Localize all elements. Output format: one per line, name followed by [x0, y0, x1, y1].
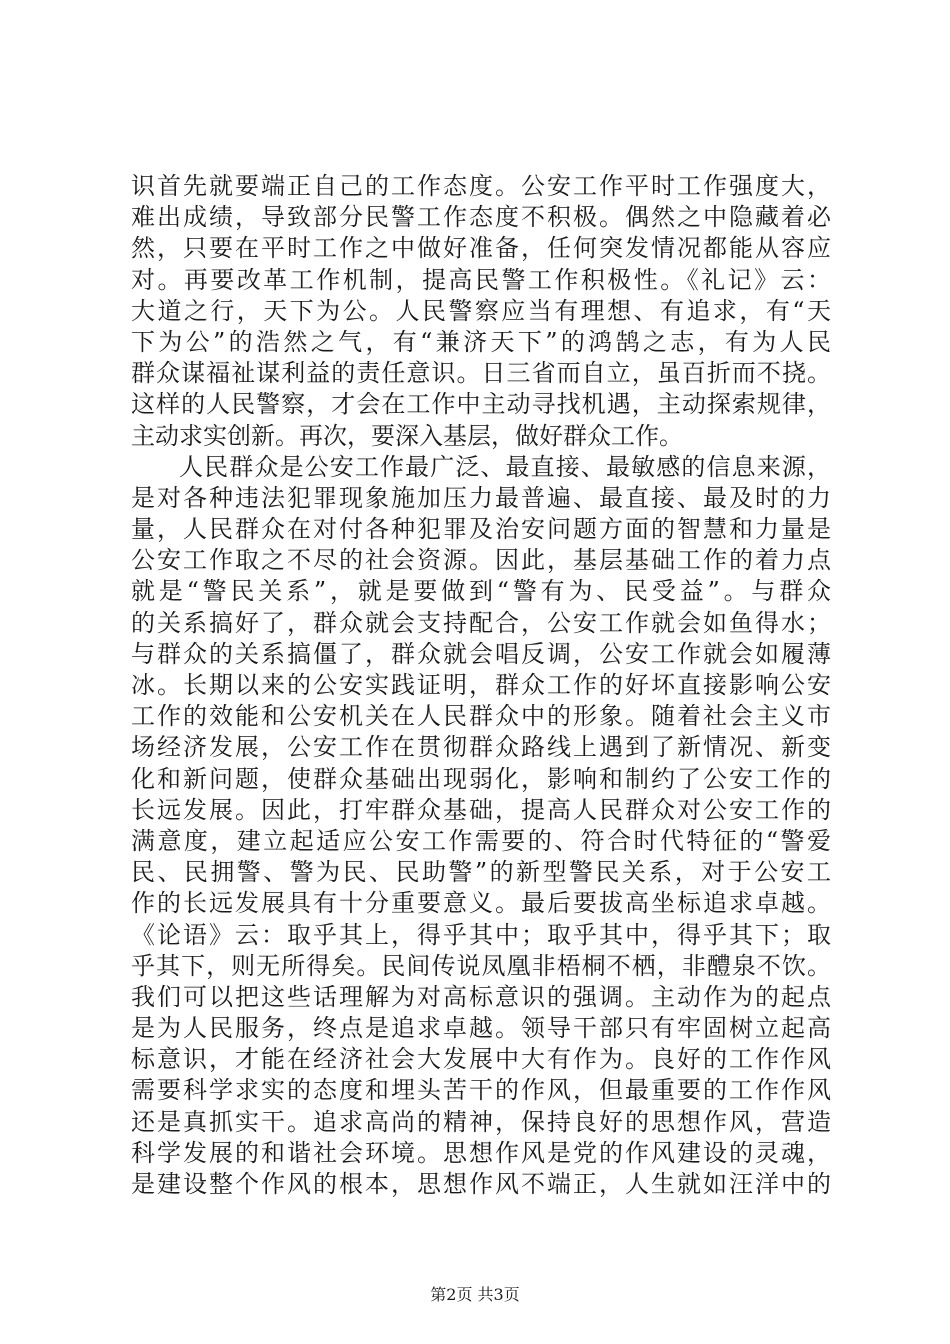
text-line: 然，只要在平时工作之中做好准备，任何突发情况都能从容应: [131, 234, 831, 263]
text-line: 主动求实创新。再次，要深入基层，做好群众工作。: [131, 421, 683, 450]
text-line: 的关系搞好了，群众就会支持配合，公安工作就会如鱼得水；: [131, 608, 831, 637]
text-line: 作的长远发展具有十分重要意义。最后要拔高坐标追求卓越。: [131, 889, 831, 918]
text-line: 还是真抓实干。追求高尚的精神，保持良好的思想作风，营造: [131, 1107, 831, 1136]
text-line: 民、民拥警、警为民、民助警”的新型警民关系，对于公安工: [131, 858, 831, 887]
text-line: 满意度，建立起适应公安工作需要的、符合时代特征的“警爱: [131, 826, 831, 855]
text-line: 对。再要改革工作机制，提高民警工作积极性。《礼记》云：: [131, 265, 831, 294]
text-line: 公安工作取之不尽的社会资源。因此，基层基础工作的着力点: [131, 546, 831, 575]
text-line: 长远发展。因此，打牢群众基础，提高人民群众对公安工作的: [131, 795, 831, 824]
text-line: 我们可以把这些话理解为对高标意识的强调。主动作为的起点: [131, 982, 831, 1011]
text-line: 是为人民服务，终点是追求卓越。领导干部只有牢固树立起高: [131, 1014, 831, 1043]
text-line: 是建设整个作风的根本，思想作风不端正，人生就如汪洋中的: [131, 1170, 831, 1198]
text-line: 是对各种违法犯罪现象施加压力最普遍、最直接、最及时的力: [131, 483, 831, 512]
text-line: 冰。长期以来的公安实践证明，群众工作的好坏直接影响公安: [131, 671, 831, 699]
text-line: 标意识，才能在经济社会大发展中大有作为。良好的工作作风: [131, 1045, 831, 1074]
text-line: 乎其下，则无所得矣。民间传说凤凰非梧桐不栖，非醴泉不饮。: [131, 951, 831, 980]
text-line: 化和新问题，使群众基础出现弱化，影响和制约了公安工作的: [131, 764, 831, 793]
text-line: 场经济发展，公安工作在贯彻群众路线上遇到了新情况、新变: [131, 733, 831, 762]
text-line: 量，人民群众在对付各种犯罪及治安问题方面的智慧和力量是: [131, 515, 831, 544]
text-line: 这样的人民警察，才会在工作中主动寻找机遇，主动探索规律，: [131, 390, 831, 419]
text-line: 群众谋福祉谋利益的责任意识。日三省而自立，虽百折而不挠。: [131, 359, 831, 388]
text-line: 大道之行，天下为公。人民警察应当有理想、有追求，有“天: [131, 296, 831, 325]
text-line: 科学发展的和谐社会环境。思想作风是党的作风建设的灵魂，: [131, 1138, 831, 1167]
text-line: 识首先就要端正自己的工作态度。公安工作平时工作强度大，: [131, 172, 831, 200]
text-line: 与群众的关系搞僵了，群众就会唱反调，公安工作就会如履薄: [131, 639, 831, 668]
page-footer: 第2页 共3页: [430, 1285, 520, 1304]
text-line: 下为公”的浩然之气，有“兼济天下”的鸿鹄之志，有为人民: [131, 327, 831, 356]
text-line: 就是“警民关系”，就是要做到“警有为、民受益”。与群众: [131, 577, 831, 606]
text-line: 《论语》云：取乎其上，得乎其中；取乎其中，得乎其下；取: [131, 920, 831, 949]
text-line: 难出成绩，导致部分民警工作态度不积极。偶然之中隐藏着必: [131, 203, 831, 232]
body-text: [131, 171, 831, 1200]
text-line: 需要科学求实的态度和埋头苦干的作风，但最重要的工作作风: [131, 1076, 831, 1105]
text-line: 工作的效能和公安机关在人民群众中的形象。随着社会主义市: [131, 702, 831, 731]
text-line: 人民群众是公安工作最广泛、最直接、最敏感的信息来源，: [179, 452, 831, 481]
